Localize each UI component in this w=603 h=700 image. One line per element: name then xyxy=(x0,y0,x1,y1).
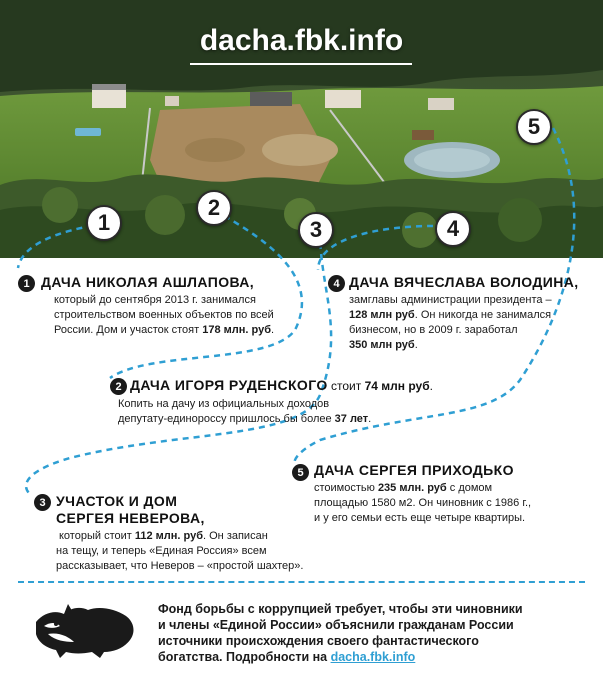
entry-line: строительством военных объектов по всей xyxy=(54,309,274,321)
entry-badge: 2 xyxy=(110,378,127,395)
entry-title: ДАЧА СЕРГЕЯ ПРИХОДЬКО xyxy=(314,462,514,478)
entry-body xyxy=(118,397,480,427)
entry-price: 74 млн руб xyxy=(364,379,430,393)
footer-line xyxy=(158,649,590,665)
entry-text: . xyxy=(368,413,372,425)
entry-line xyxy=(118,412,480,427)
pin-4[interactable]: 4 xyxy=(435,211,471,247)
footer-line: Фонд борьбы с коррупцией требует, чтобы эти чиновники xyxy=(158,602,523,616)
entry-title: ДАЧА НИКОЛАЯ АШЛАПОВА, xyxy=(41,274,255,290)
entry-volodin xyxy=(328,274,598,353)
entry-line: на тещу, и теперь «Единая Россия» всем xyxy=(56,545,267,557)
entry-text: России. Дом и участок стоят xyxy=(54,324,203,336)
entry-line xyxy=(314,481,582,496)
entry-ashlapov xyxy=(18,274,308,338)
entry-text: который стоит xyxy=(59,530,135,542)
entry-text: стоит xyxy=(327,379,365,393)
entry-price: 235 млн. руб xyxy=(377,482,447,494)
footer-line: источники происхождения своего фантастического xyxy=(158,634,479,648)
entry-badge: 5 xyxy=(292,464,309,481)
entry-title: ДАЧА ВЯЧЕСЛАВА ВОЛОДИНА, xyxy=(349,274,579,290)
entry-line: рассказывает, что Неверов – «простой шахтер». xyxy=(56,560,304,572)
entry-text: . Он записан xyxy=(203,530,268,542)
entry-body xyxy=(56,529,354,574)
entry-price: 178 млн. руб xyxy=(202,324,271,336)
entry-text: . xyxy=(429,379,433,393)
entry-body xyxy=(349,293,598,353)
entry-text: с домом xyxy=(446,482,493,494)
entry-line: и у его семьи есть еще четыре квартиры. xyxy=(314,512,526,524)
site-title[interactable]: dacha.fbk.info xyxy=(199,24,404,57)
entry-badge: 4 xyxy=(328,275,345,292)
footer-divider xyxy=(18,581,585,583)
entry-badge: 1 xyxy=(18,275,35,292)
entry-text: стоимостью xyxy=(314,482,378,494)
entry-title-name: ДАЧА ИГОРЯ РУДЕНСКОГО xyxy=(130,377,328,393)
entry-price: 128 млн руб xyxy=(349,309,415,321)
entry-line xyxy=(59,529,354,544)
pin-3[interactable]: 3 xyxy=(298,212,334,248)
entry-line xyxy=(349,338,598,353)
pin-5[interactable]: 5 xyxy=(516,109,552,145)
entry-body xyxy=(54,293,308,338)
entry-line xyxy=(349,308,598,323)
footer-link[interactable]: dacha.fbk.info xyxy=(330,650,416,664)
entry-line: который до сентября 2013 г. занимался xyxy=(54,294,256,306)
entry-line: Копить на дачу из официальных доходов xyxy=(118,398,330,410)
footer-statement xyxy=(158,601,590,665)
entry-title-tail xyxy=(328,379,433,393)
entry-line: бизнесом, но в 2009 г. заработал xyxy=(349,324,518,336)
pin-1[interactable]: 1 xyxy=(86,205,122,241)
entry-badge: 3 xyxy=(34,494,51,511)
footer-line: и члены «Единой России» объяснили гражданам России xyxy=(158,618,514,632)
footer-text: богатства. Подробности на xyxy=(158,650,331,664)
entry-line xyxy=(54,323,308,338)
entry-text: . xyxy=(271,324,275,336)
entry-title xyxy=(130,377,480,395)
entry-years: 37 лет xyxy=(334,413,369,425)
entry-text: . xyxy=(414,339,418,351)
entry-line: замглавы администрации президента – xyxy=(349,294,552,306)
entry-price: 350 млн руб xyxy=(349,339,415,351)
entry-line: площадью 1580 м2. Он чиновник с 1986 г., xyxy=(314,497,532,509)
entry-title-line: СЕРГЕЯ НЕВЕРОВА, xyxy=(56,510,205,526)
site-title-underline xyxy=(190,63,412,65)
fbk-bulldog-logo-icon xyxy=(34,602,138,658)
entry-price: 112 млн. руб xyxy=(134,530,204,542)
entry-text: . Он никогда не занимался xyxy=(414,309,552,321)
entry-rudensky xyxy=(110,377,480,427)
entry-body xyxy=(314,481,582,526)
entry-title xyxy=(56,493,354,527)
entry-text: депутату-единороссу пришлось бы более xyxy=(118,413,335,425)
pin-2[interactable]: 2 xyxy=(196,190,232,226)
entry-neverov xyxy=(34,493,354,574)
entry-title-line: УЧАСТОК И ДОМ xyxy=(56,493,178,509)
